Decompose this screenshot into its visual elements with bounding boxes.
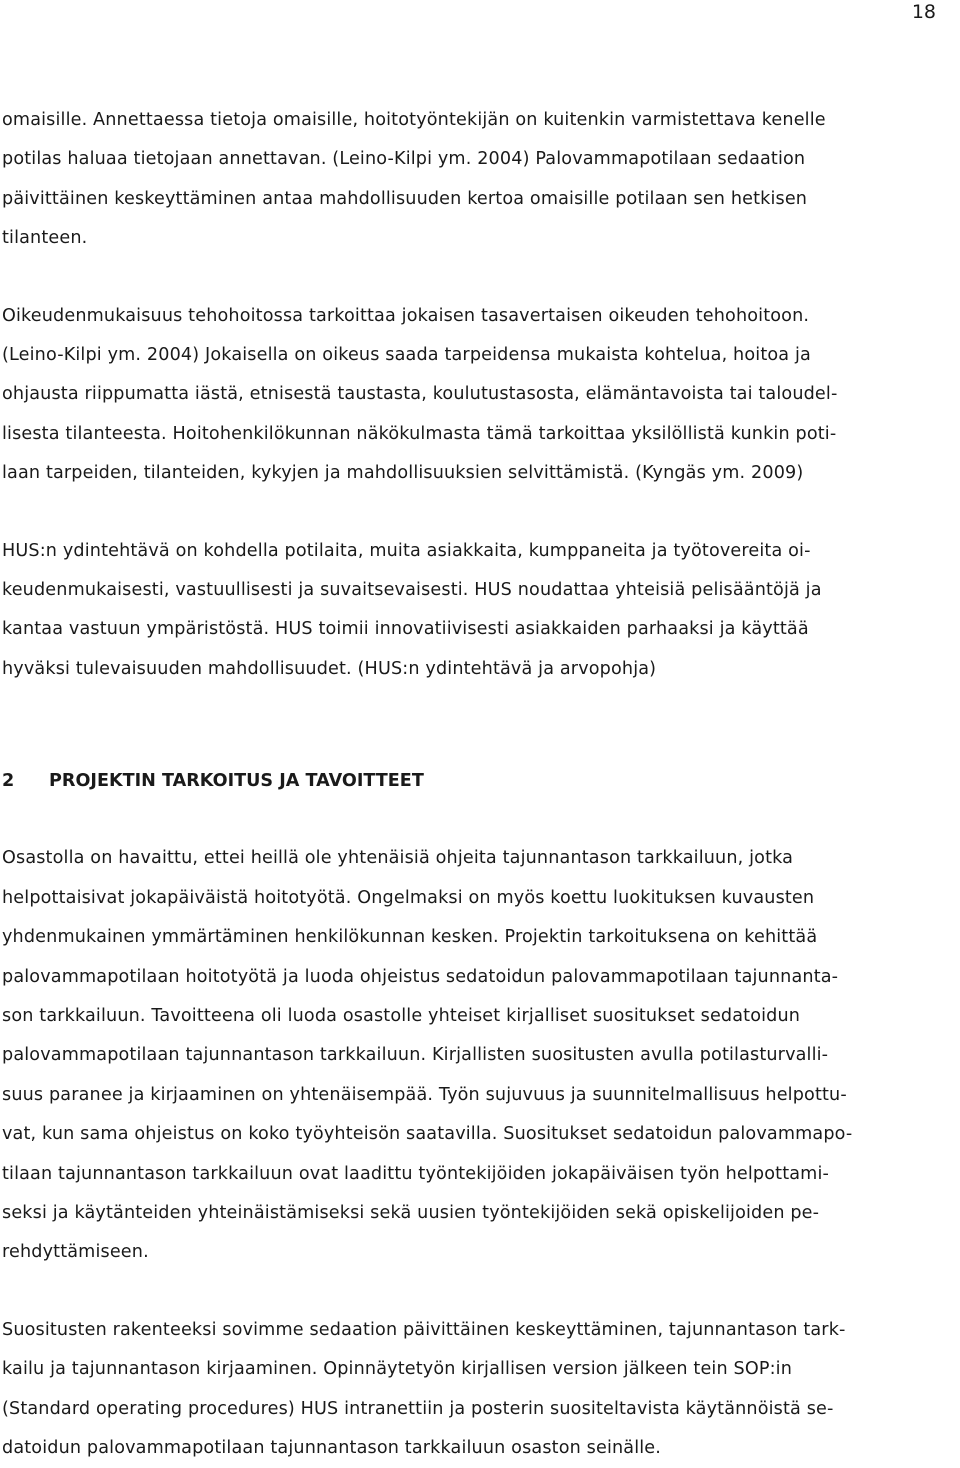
text-line: helpottaisivat jokapäiväistä hoitotyötä. Ongelmaksi on myös koettu luokituksen kuvausten — [2, 887, 815, 908]
paragraph-recommendation-structure — [2, 1311, 948, 1468]
paragraph-spacer — [2, 494, 948, 532]
text-line: yhdenmukainen ymmärtäminen henkilökunnan kesken. Projektin tarkoituksena on kehittää — [2, 927, 818, 948]
section-number: 2 — [2, 771, 15, 792]
text-line: keudenmukaisesti, vastuullisesti ja suvaitsevaisesti. HUS noudattaa yhteisiä pelisääntöjä ja — [2, 579, 822, 600]
paragraph-justice — [2, 297, 948, 494]
text-line: Suositusten rakenteeksi sovimme sedaation päivittäinen keskeyttäminen, tajunnantason tark- — [2, 1319, 846, 1340]
paragraph-project-purpose — [2, 839, 948, 1272]
text-line: kailu ja tajunnantason kirjaaminen. Opinnäytetyön kirjallisen version jälkeen tein SOP:in — [2, 1359, 792, 1380]
paragraph-spacer — [2, 259, 948, 297]
section-spacer — [2, 689, 948, 762]
text-line: omaisille. Annettaessa tietoja omaisille, hoitotyöntekijän on kuitenkin varmistettava kenelle — [2, 110, 826, 130]
text-line: (Standard operating procedures) HUS intranettiin ja posterin suositeltavista käytännöistä se- — [2, 1398, 834, 1419]
text-line: Oikeudenmukaisuus tehohoitossa tarkoittaa jokaisen tasavertaisen oikeuden tehohoitoon. — [2, 305, 810, 326]
text-line: ohjausta riippumatta iästä, etnisestä taustasta, koulutustasosta, elämäntavoista tai taloudel- — [2, 384, 838, 405]
text-line: vat, kun sama ohjeistus on koko työyhteisön saatavilla. Suositukset sedatoidun palovammapo- — [2, 1124, 853, 1145]
section-title: PROJEKTIN TARKOITUS JA TAVOITTEET — [49, 771, 424, 792]
page-number: 18 — [911, 1, 936, 23]
text-line: rehdyttämiseen. — [2, 1242, 149, 1263]
text-line: Osastolla on havaittu, ettei heillä ole yhtenäisiä ohjeita tajunnantason tarkkailuun, jotka — [2, 848, 794, 869]
text-line: suus paranee ja kirjaaminen on yhtenäisempää. Työn sujuvuus ja suunnitelmallisuus helpottu- — [2, 1084, 847, 1105]
text-line: son tarkkailuun. Tavoitteena oli luoda osastolle yhteiset kirjalliset suositukset sedatoidun — [2, 1006, 801, 1027]
text-line: lisesta tilanteesta. Hoitohenkilökunnan näkökulmasta tämä tarkoittaa yksilöllistä kunkin poti- — [2, 423, 837, 444]
paragraph-family-info — [2, 101, 948, 259]
text-line: palovammapotilaan hoitotyötä ja luoda ohjeistus sedatoidun palovammapotilaan tajunnanta- — [2, 966, 839, 987]
text-line: kantaa vastuun ympäristöstä. HUS toimii innovatiivisesti asiakkaiden parhaaksi ja käyttää — [2, 619, 809, 640]
text-line: laan tarpeiden, tilanteiden, kykyjen ja mahdollisuuksien selvittämistä. (Kyngäs ym. 2009) — [2, 463, 804, 484]
text-line: tilaan tajunnantason tarkkailuun ovat laadittu työntekijöiden jokapäiväisen työn helpottami- — [2, 1163, 829, 1184]
paragraph-spacer — [2, 1273, 948, 1311]
text-line: seksi ja käytänteiden yhteinäistämiseksi sekä uusien työntekijöiden sekä opiskelijoiden pe- — [2, 1203, 820, 1223]
paragraph-hus-mission — [2, 532, 948, 690]
paragraph-spacer — [2, 801, 948, 839]
text-line: (Leino-Kilpi ym. 2004) Jokaisella on oikeus saada tarpeidensa mukaista kohtelua, hoitoa ja — [2, 344, 811, 365]
text-line: potilas haluaa tietojaan annettavan. (Leino-Kilpi ym. 2004) Palovammapotilaan sedaation — [2, 149, 806, 170]
section-heading — [2, 762, 948, 801]
text-line: päivittäinen keskeyttäminen antaa mahdollisuuden kertoa omaisille potilaan sen hetkisen — [2, 188, 808, 209]
text-line: HUS:n ydintehtävä on kohdella potilaita, muita asiakkaita, kumppaneita ja työtovereita oi- — [2, 540, 811, 561]
text-line: palovammapotilaan tajunnantason tarkkailuun. Kirjallisten suositusten avulla potilasturvalli- — [2, 1045, 829, 1066]
text-line: hyväksi tulevaisuuden mahdollisuudet. (HUS:n ydintehtävä ja arvopohja) — [2, 658, 657, 679]
text-line: tilanteen. — [2, 228, 88, 249]
page-content — [2, 101, 948, 1468]
text-line: datoidun palovammapotilaan tajunnantason tarkkailuun osaston seinälle. — [2, 1437, 662, 1458]
